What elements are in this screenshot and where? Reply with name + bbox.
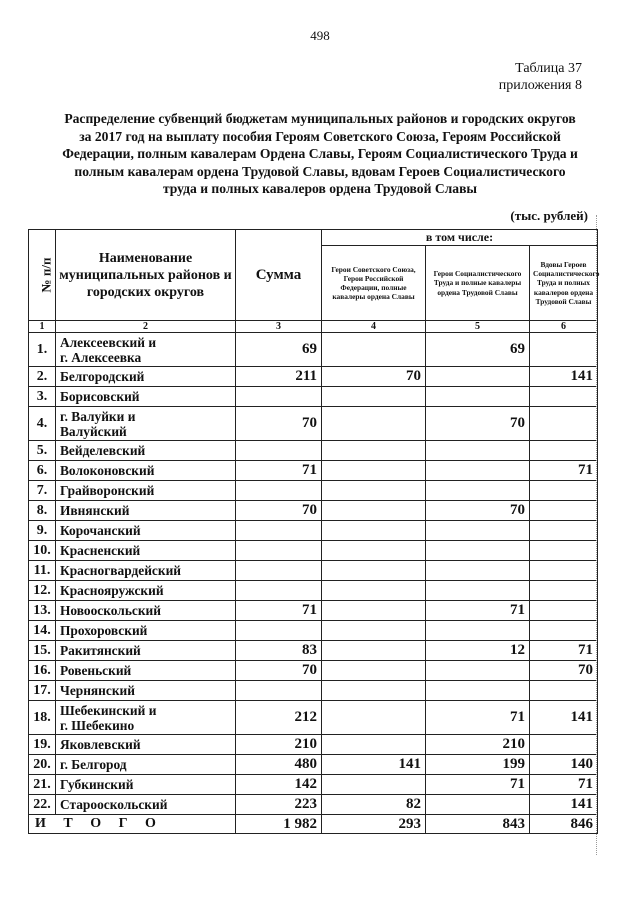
row-heroes-ussr <box>322 333 426 367</box>
row-name <box>56 367 236 387</box>
row-name-line1: Корочанский <box>60 523 141 538</box>
row-sum <box>236 561 322 581</box>
row-name <box>56 461 236 481</box>
table-row <box>29 681 598 701</box>
row-heroes-labor <box>426 795 530 815</box>
row-heroes-labor <box>426 387 530 407</box>
row-number: 18. <box>29 701 56 735</box>
table-row <box>29 581 598 601</box>
row-widows <box>530 481 598 501</box>
row-name-line1: г. Валуйки и <box>60 408 136 424</box>
row-heroes-ussr: 70 <box>322 367 426 387</box>
row-name <box>56 701 236 735</box>
row-number: 19. <box>29 735 56 755</box>
table-row <box>29 387 598 407</box>
table-ref-line2: приложения 8 <box>498 78 582 93</box>
row-name-line1: Шебекинский и <box>60 702 157 718</box>
row-sum <box>236 441 322 461</box>
colnum-2: 2 <box>56 321 236 333</box>
column-number-row <box>29 321 598 333</box>
row-heroes-ussr <box>322 775 426 795</box>
row-name <box>56 735 236 755</box>
row-widows <box>530 601 598 621</box>
row-name-line2: г. Алексеевка <box>60 349 142 365</box>
row-heroes-ussr <box>322 641 426 661</box>
row-number: 7. <box>29 481 56 501</box>
row-heroes-ussr <box>322 501 426 521</box>
row-widows: 71 <box>530 775 598 795</box>
row-heroes-labor: 210 <box>426 735 530 755</box>
row-name <box>56 521 236 541</box>
row-widows <box>530 387 598 407</box>
title-line3: Федерации, полным кавалерам Ордена Славы, Героям Социалистического Труда и <box>62 146 578 161</box>
row-name <box>56 795 236 815</box>
row-sum: 70 <box>236 407 322 441</box>
row-heroes-ussr <box>322 561 426 581</box>
row-name-line1: Волоконовский <box>60 463 155 478</box>
table-row <box>29 561 598 581</box>
table-row <box>29 407 598 441</box>
row-name-line1: Алексеевский и <box>60 334 157 350</box>
row-name <box>56 387 236 407</box>
row-name <box>56 561 236 581</box>
row-name-line1: Новооскольский <box>60 603 161 618</box>
row-name <box>56 407 236 441</box>
row-name <box>56 775 236 795</box>
row-heroes-labor: 69 <box>426 333 530 367</box>
row-name-line1: Вейделевский <box>60 443 146 458</box>
table-row <box>29 441 598 461</box>
row-heroes-labor: 12 <box>426 641 530 661</box>
row-sum: 70 <box>236 661 322 681</box>
row-name-line1: Старооскольский <box>60 797 168 812</box>
total-heroes-labor: 843 <box>426 815 530 834</box>
table-row <box>29 755 598 775</box>
row-heroes-labor: 71 <box>426 775 530 795</box>
header-col5: Герои Социалистического Труда и полные кавалеры ордена Трудовой Славы <box>426 246 530 321</box>
row-heroes-labor <box>426 461 530 481</box>
row-number: 2. <box>29 367 56 387</box>
total-heroes-ussr: 293 <box>322 815 426 834</box>
colnum-5: 5 <box>426 321 530 333</box>
row-heroes-ussr: 141 <box>322 755 426 775</box>
table-row <box>29 661 598 681</box>
table-row <box>29 641 598 661</box>
row-heroes-ussr: 82 <box>322 795 426 815</box>
row-name <box>56 501 236 521</box>
row-widows <box>530 501 598 521</box>
row-widows: 71 <box>530 641 598 661</box>
row-number: 9. <box>29 521 56 541</box>
table-row <box>29 521 598 541</box>
row-name <box>56 541 236 561</box>
header-row <box>29 230 598 246</box>
table-row <box>29 795 598 815</box>
row-sum: 211 <box>236 367 322 387</box>
row-name <box>56 441 236 461</box>
row-widows: 141 <box>530 701 598 735</box>
units-label: (тыс. рублей) <box>510 208 588 223</box>
colnum-1: 1 <box>29 321 56 333</box>
row-heroes-ussr <box>322 521 426 541</box>
row-name <box>56 641 236 661</box>
table-row <box>29 601 598 621</box>
row-sum: 223 <box>236 795 322 815</box>
row-widows <box>530 441 598 461</box>
row-sum: 480 <box>236 755 322 775</box>
row-heroes-ussr <box>322 407 426 441</box>
row-sum <box>236 481 322 501</box>
row-widows <box>530 407 598 441</box>
row-name-line1: Ивнянский <box>60 503 130 518</box>
row-heroes-labor: 70 <box>426 501 530 521</box>
row-heroes-labor <box>426 481 530 501</box>
row-widows <box>530 621 598 641</box>
row-widows: 141 <box>530 795 598 815</box>
row-heroes-ussr <box>322 461 426 481</box>
title-line2: за 2017 год на выплату пособия Героям Советского Союза, Героям Российской <box>79 128 561 144</box>
row-number: 3. <box>29 387 56 407</box>
row-name-line2: г. Шебекино <box>60 717 135 733</box>
row-sum <box>236 621 322 641</box>
row-heroes-ussr <box>322 581 426 601</box>
row-name-line1: Прохоровский <box>60 623 148 638</box>
table-row <box>29 621 598 641</box>
row-heroes-ussr <box>322 681 426 701</box>
row-name-line1: Яковлевский <box>60 737 141 752</box>
row-heroes-ussr <box>322 735 426 755</box>
row-name-line1: Краснояружский <box>60 583 164 598</box>
table-reference <box>499 60 582 94</box>
row-sum: 71 <box>236 601 322 621</box>
row-name-line1: Чернянский <box>60 683 135 698</box>
row-sum: 71 <box>236 461 322 481</box>
row-name-line1: Ровеньский <box>60 663 132 678</box>
row-sum: 69 <box>236 333 322 367</box>
row-heroes-ussr <box>322 621 426 641</box>
row-name <box>56 661 236 681</box>
row-name <box>56 601 236 621</box>
row-number: 12. <box>29 581 56 601</box>
row-number: 10. <box>29 541 56 561</box>
row-widows <box>530 541 598 561</box>
row-heroes-ussr <box>322 387 426 407</box>
header-sum: Сумма <box>236 230 322 321</box>
row-name-line1: Красненский <box>60 543 141 558</box>
row-number: 21. <box>29 775 56 795</box>
table-ref-line1: Таблица 37 <box>515 61 582 76</box>
colnum-6: 6 <box>530 321 598 333</box>
row-number: 22. <box>29 795 56 815</box>
table-row <box>29 501 598 521</box>
page-number: 498 <box>310 28 330 43</box>
row-widows: 71 <box>530 461 598 481</box>
row-widows <box>530 521 598 541</box>
row-heroes-labor <box>426 661 530 681</box>
table-row <box>29 367 598 387</box>
row-name-line1: Губкинский <box>60 777 134 792</box>
row-name <box>56 481 236 501</box>
header-num: № п/п <box>29 230 56 321</box>
row-heroes-labor: 70 <box>426 407 530 441</box>
row-widows: 141 <box>530 367 598 387</box>
row-name-line1: Грайворонский <box>60 483 155 498</box>
row-number: 15. <box>29 641 56 661</box>
row-name <box>56 681 236 701</box>
row-number: 17. <box>29 681 56 701</box>
row-widows: 70 <box>530 661 598 681</box>
table-row <box>29 481 598 501</box>
table-row <box>29 775 598 795</box>
table-row <box>29 701 598 735</box>
row-heroes-labor: 199 <box>426 755 530 775</box>
row-sum: 70 <box>236 501 322 521</box>
total-label: И Т О Г О <box>29 815 236 834</box>
row-widows <box>530 681 598 701</box>
row-widows <box>530 561 598 581</box>
subsidy-table <box>28 229 598 834</box>
title-line5: труда и полных кавалеров ордена Трудовой Славы <box>162 181 478 196</box>
row-name-line2: Валуйский <box>60 423 127 439</box>
row-sum: 210 <box>236 735 322 755</box>
row-name-line1: г. Белгород <box>60 757 127 772</box>
colnum-3: 3 <box>236 321 322 333</box>
row-sum: 83 <box>236 641 322 661</box>
scan-edge-line <box>596 215 597 855</box>
total-sum: 1 982 <box>236 815 322 834</box>
row-sum <box>236 681 322 701</box>
row-widows: 140 <box>530 755 598 775</box>
row-widows <box>530 581 598 601</box>
row-number: 5. <box>29 441 56 461</box>
total-widows: 846 <box>530 815 598 834</box>
table-row <box>29 735 598 755</box>
row-heroes-labor <box>426 621 530 641</box>
row-heroes-labor <box>426 521 530 541</box>
row-name-line1: Ракитянский <box>60 643 141 658</box>
row-number: 11. <box>29 561 56 581</box>
row-heroes-labor <box>426 561 530 581</box>
header-col6: Вдовы Героев Социалистического Труда и полных кавалеров ордена Трудовой Славы <box>530 246 598 321</box>
row-heroes-labor <box>426 441 530 461</box>
header-col4: Герои Советского Союза, Герои Российской Федерации, полные кавалеры ордена Славы <box>322 246 426 321</box>
row-sum: 142 <box>236 775 322 795</box>
row-name-line1: Белгородский <box>60 369 145 384</box>
row-name <box>56 621 236 641</box>
row-heroes-ussr <box>322 661 426 681</box>
row-number: 8. <box>29 501 56 521</box>
row-sum: 212 <box>236 701 322 735</box>
row-number: 4. <box>29 407 56 441</box>
row-heroes-labor <box>426 681 530 701</box>
row-name <box>56 581 236 601</box>
row-heroes-ussr <box>322 601 426 621</box>
title-line1: Распределение субвенций бюджетам муниципальных районов и городских округов <box>64 111 576 126</box>
row-heroes-ussr <box>322 441 426 461</box>
row-widows <box>530 333 598 367</box>
total-row <box>29 815 598 834</box>
row-sum <box>236 521 322 541</box>
header-name: Наименование муниципальных районов и городских округов <box>56 230 236 321</box>
row-widows <box>530 735 598 755</box>
row-name-line1: Красногвардейский <box>60 563 182 578</box>
row-name-line1: Борисовский <box>60 389 140 404</box>
row-number: 6. <box>29 461 56 481</box>
row-sum <box>236 581 322 601</box>
row-heroes-labor <box>426 367 530 387</box>
document-title <box>30 110 610 198</box>
row-number: 16. <box>29 661 56 681</box>
row-heroes-ussr <box>322 701 426 735</box>
row-heroes-labor <box>426 541 530 561</box>
table-row <box>29 541 598 561</box>
row-number: 20. <box>29 755 56 775</box>
row-number: 14. <box>29 621 56 641</box>
row-number: 13. <box>29 601 56 621</box>
row-number: 1. <box>29 333 56 367</box>
row-sum <box>236 541 322 561</box>
title-line4: полным кавалерам ордена Трудовой Славы, вдовам Героев Социалистического <box>74 163 566 179</box>
table-row <box>29 333 598 367</box>
row-heroes-ussr <box>322 541 426 561</box>
row-heroes-labor: 71 <box>426 601 530 621</box>
row-name <box>56 755 236 775</box>
header-group: в том числе: <box>322 230 598 246</box>
row-heroes-labor <box>426 581 530 601</box>
row-sum <box>236 387 322 407</box>
row-heroes-labor: 71 <box>426 701 530 735</box>
colnum-4: 4 <box>322 321 426 333</box>
table-row <box>29 461 598 481</box>
row-heroes-ussr <box>322 481 426 501</box>
row-name <box>56 333 236 367</box>
